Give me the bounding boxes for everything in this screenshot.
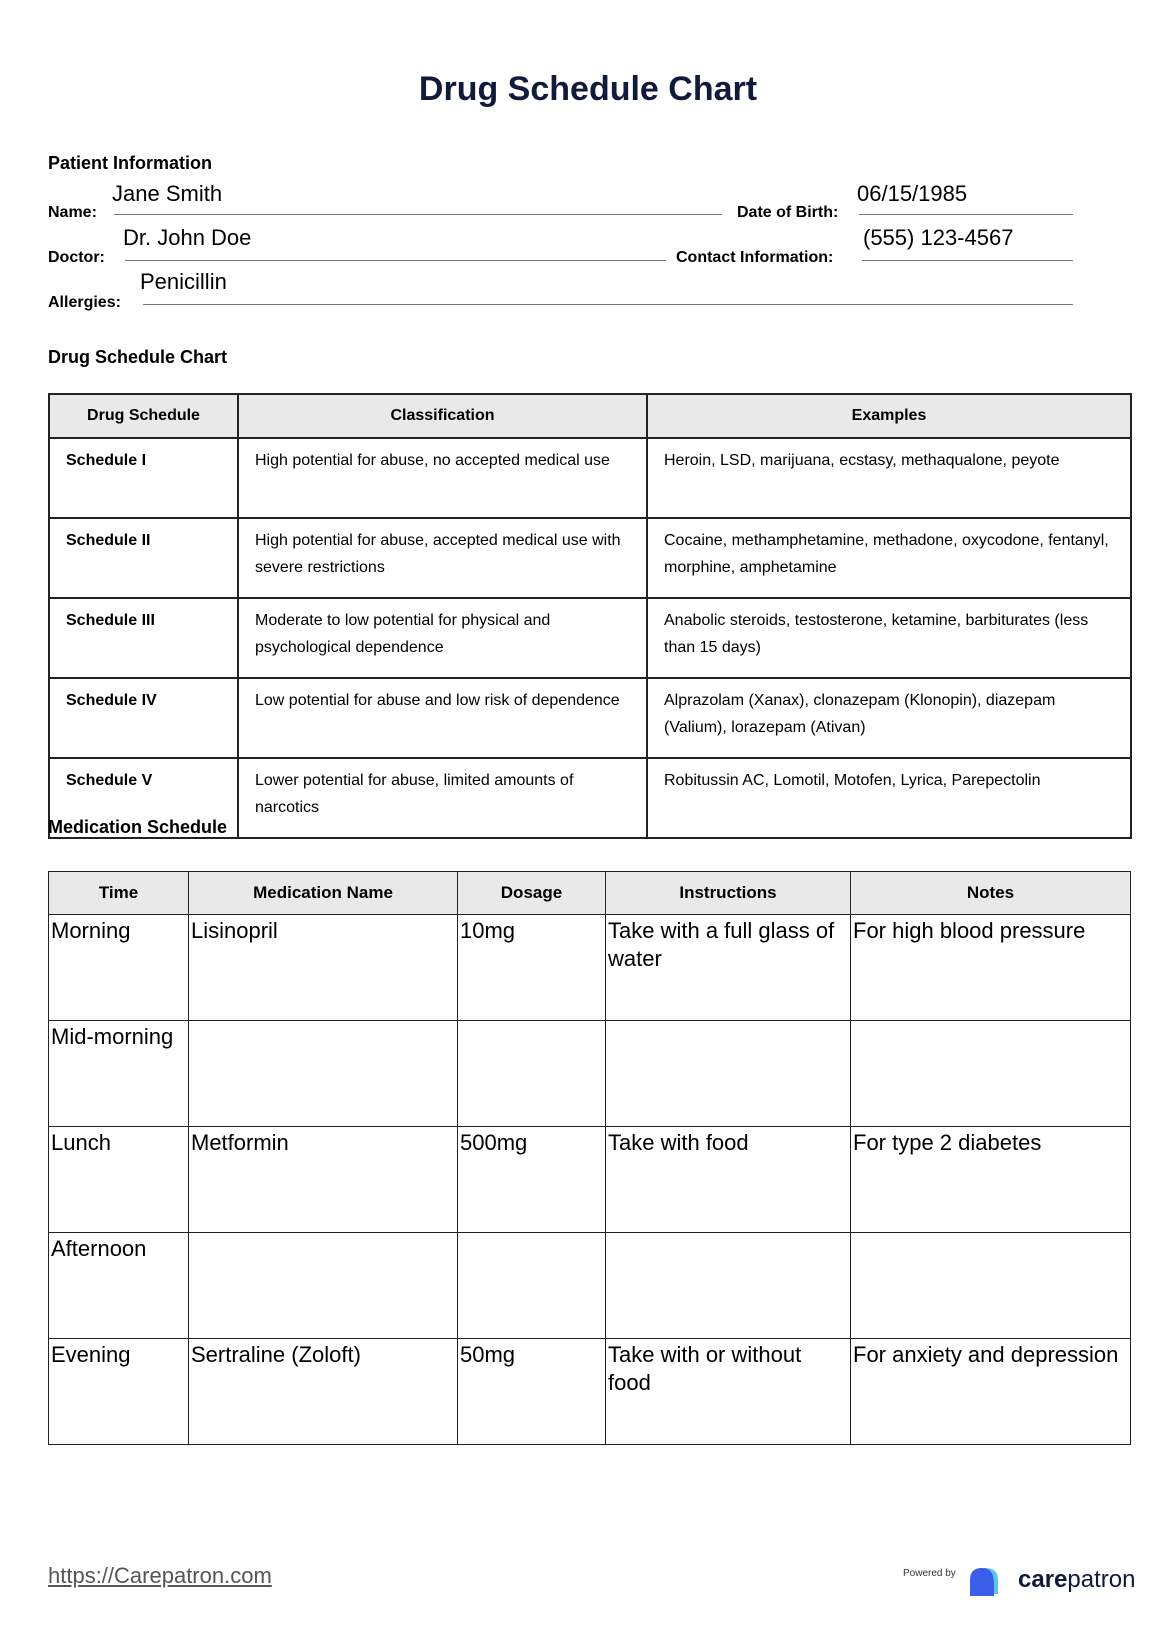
name-label: Name: <box>48 204 97 221</box>
dob-label: Date of Birth: <box>737 204 839 221</box>
medication-schedule-table <box>48 871 1131 1445</box>
column-header: Time <box>49 872 189 915</box>
contact-value[interactable]: (555) 123-4567 <box>863 225 1014 250</box>
notes-cell[interactable] <box>851 1021 1131 1127</box>
contact-label: Contact Information: <box>676 249 834 266</box>
time-cell[interactable]: Mid-morning <box>49 1021 189 1127</box>
notes-cell[interactable]: For high blood pressure <box>851 915 1131 1021</box>
table-row <box>49 678 1131 758</box>
dosage-cell[interactable]: 10mg <box>458 915 606 1021</box>
notes-cell[interactable] <box>851 1233 1131 1339</box>
allergies-label: Allergies: <box>48 294 121 311</box>
table-row <box>49 598 1131 678</box>
dosage-cell[interactable]: 500mg <box>458 1127 606 1233</box>
examples-cell: Alprazolam (Xanax), clonazepam (Klonopin), diazepam (Valium), lorazepam (Ativan) <box>647 678 1131 758</box>
dob-value[interactable]: 06/15/1985 <box>857 181 968 206</box>
table-row <box>49 1233 1131 1339</box>
column-header: Medication Name <box>189 872 458 915</box>
examples-cell: Heroin, LSD, marijuana, ecstasy, methaqualone, peyote <box>647 438 1131 518</box>
classification-cell: Low potential for abuse and low risk of dependence <box>238 678 647 758</box>
schedule-cell: Schedule V <box>49 758 238 838</box>
examples-cell: Anabolic steroids, testosterone, ketamine, barbiturates (less than 15 days) <box>647 598 1131 678</box>
contact-line <box>862 260 1073 261</box>
carepatron-logo-icon <box>966 1564 1016 1598</box>
column-header: Classification <box>238 394 647 438</box>
doctor-value[interactable]: Dr. John Doe <box>123 225 252 250</box>
name-line <box>114 214 722 215</box>
name-value[interactable]: Jane Smith <box>112 181 223 206</box>
classification-cell: High potential for abuse, accepted medical use with severe restrictions <box>238 518 647 598</box>
table-header-row <box>49 394 1131 438</box>
drug-schedule-heading: Drug Schedule Chart <box>48 347 228 367</box>
schedule-cell: Schedule IV <box>49 678 238 758</box>
instructions-cell[interactable] <box>606 1021 851 1127</box>
table-row <box>49 1021 1131 1127</box>
table-row <box>49 1339 1131 1445</box>
dosage-cell[interactable]: 50mg <box>458 1339 606 1445</box>
patient-info-heading: Patient Information <box>48 153 213 173</box>
schedule-cell: Schedule III <box>49 598 238 678</box>
table-row <box>49 518 1131 598</box>
medication-cell[interactable]: Metformin <box>189 1127 458 1233</box>
allergies-value[interactable]: Penicillin <box>140 269 227 294</box>
schedule-cell: Schedule II <box>49 518 238 598</box>
table-row <box>49 915 1131 1021</box>
carepatron-brand <box>1018 1566 1135 1594</box>
medication-cell[interactable]: Sertraline (Zoloft) <box>189 1339 458 1445</box>
carepatron-link[interactable]: https://Carepatron.com <box>48 1563 272 1588</box>
dosage-cell[interactable] <box>458 1233 606 1339</box>
brand-rest: patron <box>1067 1566 1136 1593</box>
time-cell[interactable]: Lunch <box>49 1127 189 1233</box>
notes-cell[interactable]: For type 2 diabetes <box>851 1127 1131 1233</box>
medication-schedule-heading: Medication Schedule <box>48 817 228 837</box>
dob-line <box>859 214 1073 215</box>
column-header: Instructions <box>606 872 851 915</box>
drug-schedule-table <box>48 393 1132 839</box>
doctor-label: Doctor: <box>48 249 105 266</box>
allergies-line <box>143 304 1073 305</box>
column-header: Notes <box>851 872 1131 915</box>
time-cell[interactable]: Afternoon <box>49 1233 189 1339</box>
dosage-cell[interactable] <box>458 1021 606 1127</box>
time-cell[interactable]: Morning <box>49 915 189 1021</box>
table-row <box>49 438 1131 518</box>
table-row <box>49 1127 1131 1233</box>
examples-cell: Robitussin AC, Lomotil, Motofen, Lyrica, Parepectolin <box>647 758 1131 838</box>
instructions-cell[interactable]: Take with a full glass of water <box>606 915 851 1021</box>
notes-cell[interactable]: For anxiety and depression <box>851 1339 1131 1445</box>
powered-by-label: Powered by <box>903 1568 956 1579</box>
brand-bold: care <box>1018 1566 1068 1593</box>
instructions-cell[interactable]: Take with or without food <box>606 1339 851 1445</box>
table-header-row <box>49 872 1131 915</box>
time-cell[interactable]: Evening <box>49 1339 189 1445</box>
instructions-cell[interactable] <box>606 1233 851 1339</box>
classification-cell: Moderate to low potential for physical and psychological dependence <box>238 598 647 678</box>
classification-cell: High potential for abuse, no accepted medical use <box>238 438 647 518</box>
page-title: Drug Schedule Chart <box>418 70 758 108</box>
classification-cell: Lower potential for abuse, limited amounts of narcotics <box>238 758 647 838</box>
column-header: Examples <box>647 394 1131 438</box>
examples-cell: Cocaine, methamphetamine, methadone, oxycodone, fentanyl, morphine, amphetamine <box>647 518 1131 598</box>
column-header: Drug Schedule <box>49 394 238 438</box>
schedule-cell: Schedule I <box>49 438 238 518</box>
instructions-cell[interactable]: Take with food <box>606 1127 851 1233</box>
medication-cell[interactable] <box>189 1233 458 1339</box>
column-header: Dosage <box>458 872 606 915</box>
medication-cell[interactable] <box>189 1021 458 1127</box>
medication-cell[interactable]: Lisinopril <box>189 915 458 1021</box>
doctor-line <box>125 260 666 261</box>
